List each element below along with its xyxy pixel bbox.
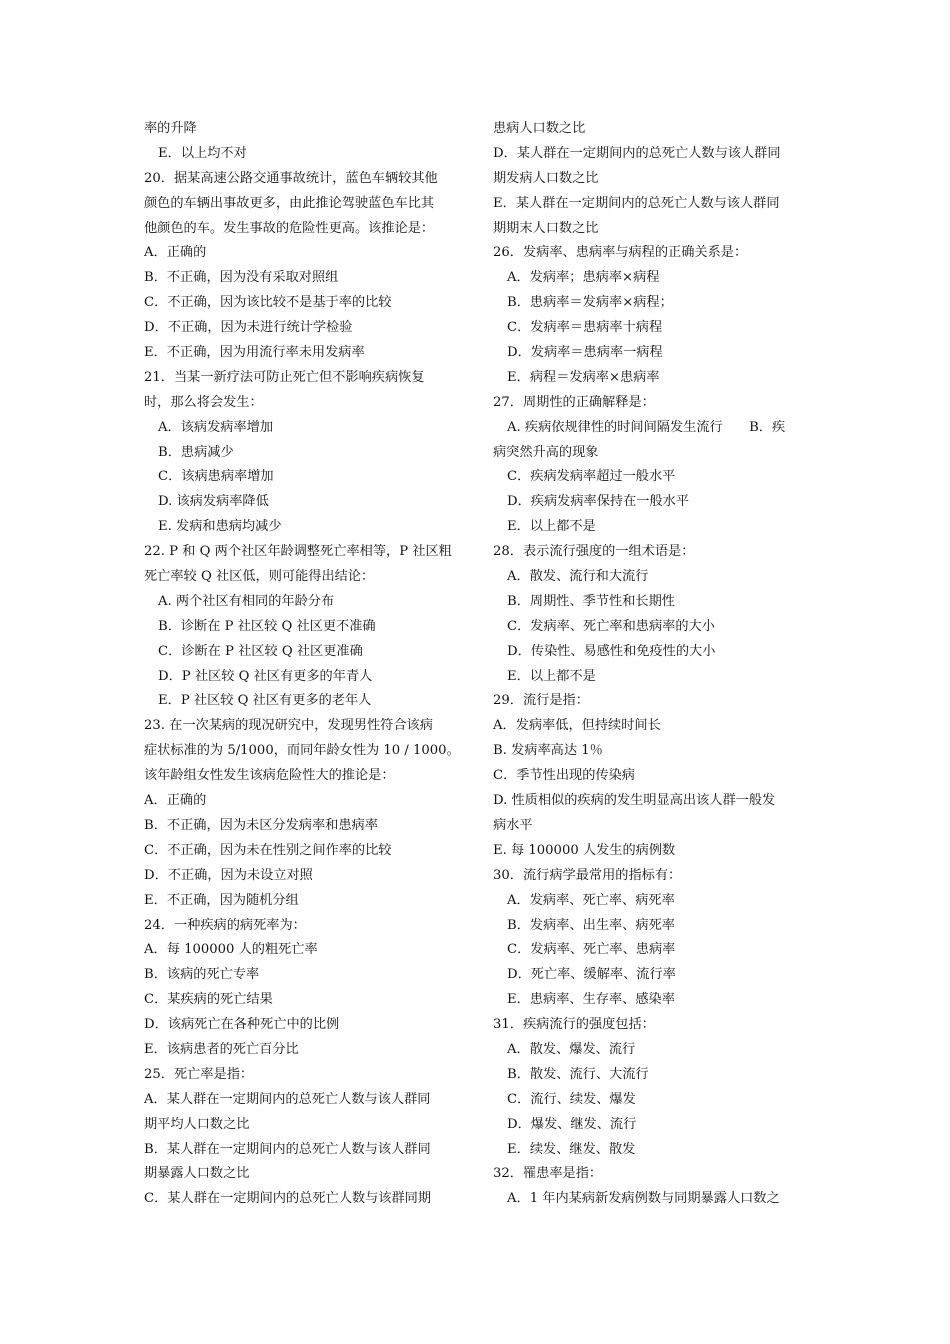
text-line: 期平均人口数之比	[144, 1116, 250, 1132]
text-line: E．不正确，因为随机分组	[144, 892, 299, 908]
text-line: B．周期性、季节性和长期性	[507, 593, 675, 609]
text-line: E．以上都不是	[507, 519, 596, 535]
text-line: 患病人口数之比	[493, 121, 586, 136]
text-line: B．患病减少	[158, 444, 234, 460]
text-line: 病突然升高的现象	[493, 444, 599, 460]
text-line: A. 两个社区有相同的年龄分布	[158, 593, 335, 609]
text-line: E．不正确，因为用流行率未用发病率	[144, 345, 365, 361]
right-text-column	[493, 117, 813, 1212]
text-line: D．爆发、继发、流行	[507, 1116, 637, 1132]
text-line: B．该病的死亡专率	[144, 967, 260, 983]
text-line: D．P 社区较 Q 社区有更多的年青人	[158, 668, 373, 684]
text-line: 23. 在一次某病的现况研究中，发现男性符合该病	[144, 718, 433, 734]
text-line: B．患病率＝发病率×病程；	[507, 295, 673, 311]
text-line: 29．流行是指：	[493, 693, 589, 709]
text-line: 他颜色的车。发生事故的危险性更高。该推论是：	[144, 220, 435, 236]
text-line: 颜色的车辆出事故更多，由此推论驾驶蓝色车比其	[144, 195, 435, 211]
text-line: 病水平	[493, 817, 533, 833]
text-line: B．诊断在 P 社区较 Q 社区更不准确	[158, 618, 376, 634]
text-line: A．1 年内某病新发病例数与同期暴露人口数之	[507, 1191, 780, 1207]
text-line: A．发病率；患病率×病程	[507, 270, 660, 286]
text-line: A．每 100000 人的粗死亡率	[144, 942, 318, 958]
text-line: D．疾病发病率保持在一般水平	[507, 494, 690, 510]
text-line: E. 每 100000 人发生的病例数	[493, 842, 676, 858]
text-line: E．某人群在一定期间内的总死亡人数与该人群同	[493, 195, 780, 211]
text-line: 22. P 和 Q 两个社区年龄调整死亡率相等，P 社区粗	[144, 544, 452, 560]
text-line: 期发病人口数之比	[493, 170, 599, 186]
text-line: E．以上均不对	[158, 145, 247, 161]
text-line: B. 发病率高达 1％	[493, 743, 603, 759]
text-line: A．正确的	[144, 793, 207, 809]
text-line: 30．流行病学最常用的指标有：	[493, 867, 682, 883]
text-line: D．死亡率、缓解率、流行率	[507, 967, 676, 983]
text-line: 27．周期性的正确解释是：	[493, 394, 655, 410]
text-line: E．病程＝发病率×患病率	[507, 369, 660, 385]
text-line: E．续发、继发、散发	[507, 1141, 636, 1157]
text-line: C．某人群在一定期间内的总死亡人数与该群同期	[144, 1191, 432, 1207]
text-line: D. 该病发病率降低	[158, 494, 269, 510]
text-line: E. 发病和患病均减少	[158, 519, 282, 535]
text-line: 20．据某高速公路交通事故统计，蓝色车辆较其他	[144, 170, 438, 186]
text-line: A．散发、流行和大流行	[507, 569, 649, 585]
text-line: C．不正确，因为未在性别之间作率的比较	[144, 842, 392, 858]
text-line: 31．疾病流行的强度包括：	[493, 1017, 655, 1033]
text-line: A．某人群在一定期间内的总死亡人数与该人群同	[144, 1091, 431, 1107]
text-line: C．流行、续发、爆发	[507, 1091, 636, 1107]
text-line: B．发病率、出生率、病死率	[507, 917, 675, 933]
text-line: D．某人群在一定期间内的总死亡人数与该人群同	[493, 145, 781, 161]
text-line: E．患病率、生存率、感染率	[507, 992, 675, 1008]
text-line: C．季节性出现的传染病	[493, 768, 635, 784]
text-line: A．发病率、死亡率、病死率	[507, 892, 675, 908]
text-line: C．发病率、死亡率和患病率的大小	[507, 618, 715, 634]
text-line: C．该病患病率增加	[158, 469, 274, 485]
text-line: 21．当某一新疗法可防止死亡但不影响疾病恢复	[144, 369, 425, 385]
left-text-column	[144, 117, 464, 1212]
text-line: D．发病率＝患病率一病程	[507, 345, 663, 361]
text-line: 25．死亡率是指：	[144, 1066, 254, 1082]
text-line: C．诊断在 P 社区较 Q 社区更准确	[158, 643, 363, 659]
text-line: A. 疾病依规律性的时间间隔发生流行 B．疾	[507, 419, 786, 435]
text-line: 死亡率较 Q 社区低，则可能得出结论：	[144, 569, 375, 585]
text-line: B．不正确，因为未区分发病率和患病率	[144, 817, 378, 833]
text-line: A．发病率低，但持续时间长	[493, 718, 661, 734]
text-line: 时，那么将会发生：	[144, 394, 263, 410]
text-line: D．传染性、易感性和免疫性的大小	[507, 643, 716, 659]
text-line: D．该病死亡在各种死亡中的比例	[144, 1017, 340, 1033]
text-line: B．散发、流行、大流行	[507, 1066, 649, 1082]
text-line: 24．一种疾病的病死率为：	[144, 917, 306, 933]
text-line: 32．罹患率是指：	[493, 1166, 603, 1182]
text-line: A．该病发病率增加	[158, 419, 274, 435]
text-line: A．散发、爆发、流行	[507, 1041, 636, 1057]
text-line: B．某人群在一定期间内的总死亡人数与该人群同	[144, 1141, 431, 1157]
text-line: 期期末人口数之比	[493, 220, 599, 236]
text-line: D．不正确，因为未进行统计学检验	[144, 320, 353, 336]
text-line: E．P 社区较 Q 社区有更多的老年人	[158, 693, 372, 709]
text-line: C．不正确，因为该比较不是基于率的比较	[144, 295, 392, 311]
text-line: D. 性质相似的疾病的发生明显高出该人群一般发	[493, 793, 776, 809]
text-line: E．该病患者的死亡百分比	[144, 1041, 299, 1057]
text-line: D．不正确，因为未设立对照	[144, 867, 313, 883]
text-line: C．某疾病的死亡结果	[144, 992, 273, 1008]
text-line: A．正确的	[144, 245, 207, 261]
text-line: 该年龄组女性发生该病危险性大的推论是：	[144, 768, 395, 784]
text-line: C．疾病发病率超过一般水平	[507, 469, 676, 485]
text-line: 28．表示流行强度的一组术语是：	[493, 544, 695, 560]
text-line: 症状标准的为 5/1000，而同年龄女性为 10 / 1000。	[144, 743, 460, 759]
text-line: 26．发病率、患病率与病程的正确关系是：	[493, 245, 748, 261]
text-line: C．发病率＝患病率十病程	[507, 320, 663, 336]
text-line: B．不正确，因为没有采取对照组	[144, 270, 339, 286]
text-line: E．以上都不是	[507, 668, 596, 684]
text-line: C．发病率、死亡率、患病率	[507, 942, 676, 958]
text-line: 期暴露人口数之比	[144, 1166, 250, 1182]
text-line: 率的升降	[144, 121, 197, 136]
